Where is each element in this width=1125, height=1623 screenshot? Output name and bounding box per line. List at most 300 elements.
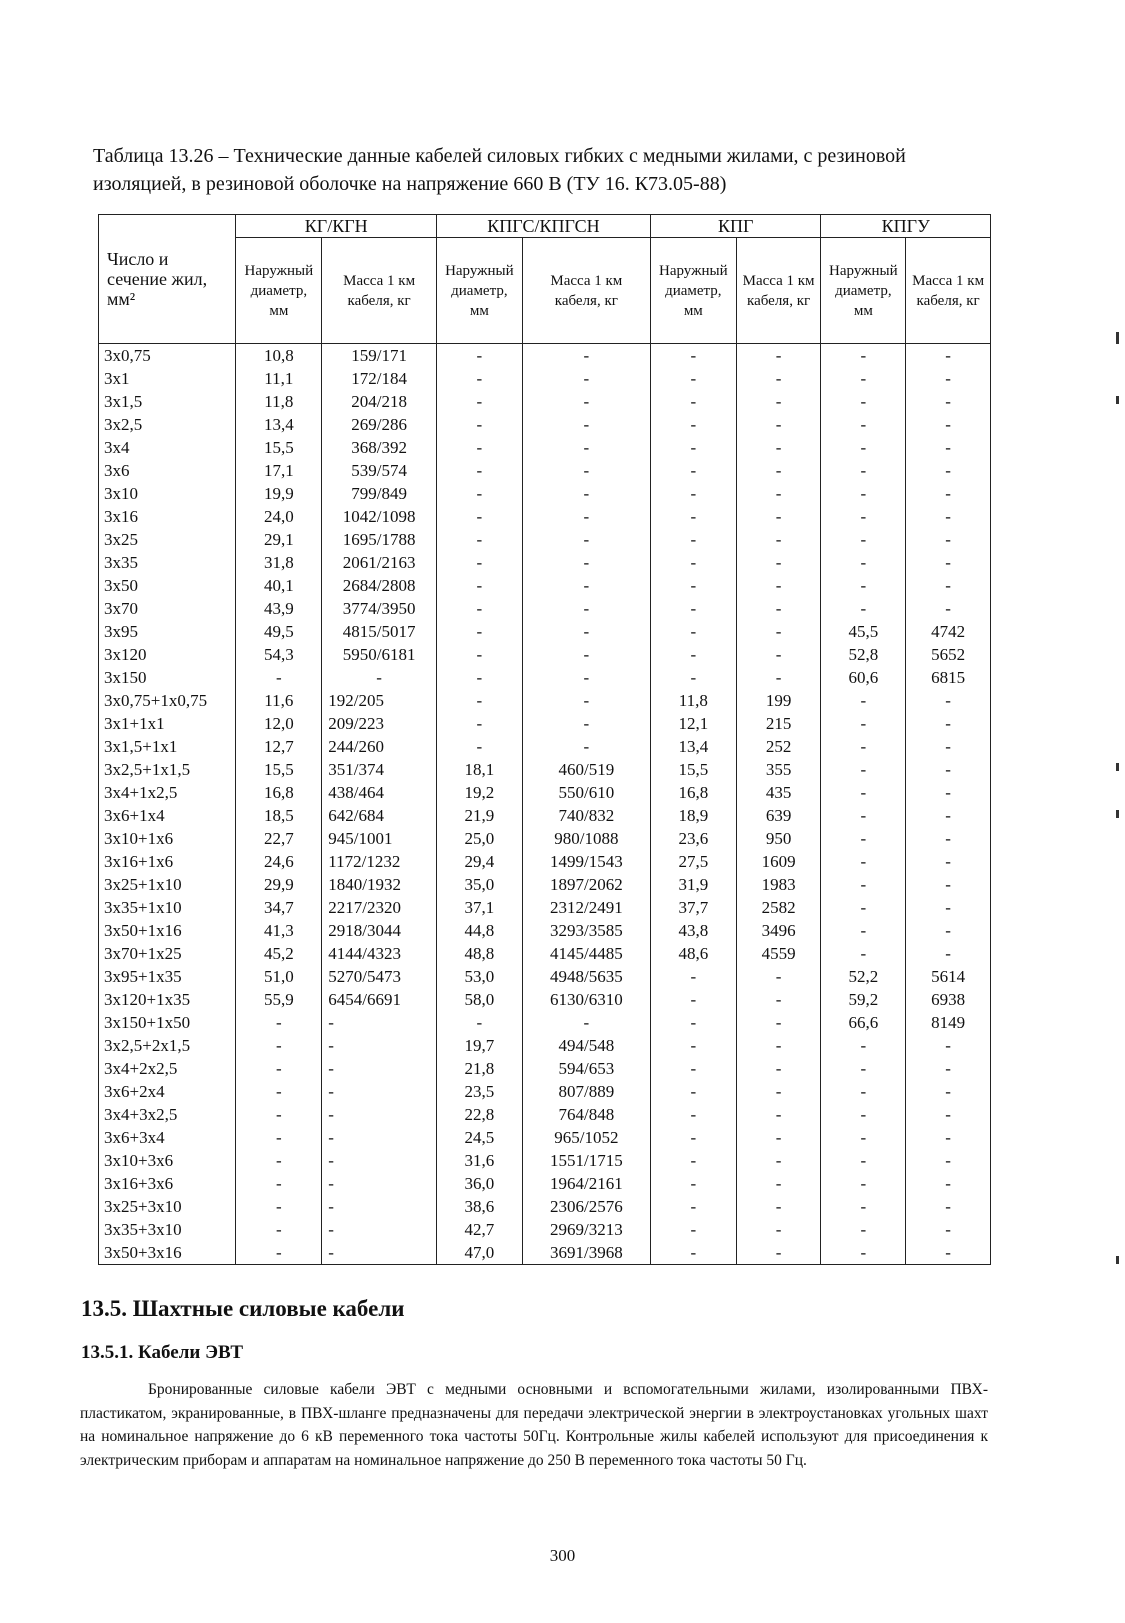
value-cell: - [736, 390, 821, 413]
table-row [99, 1195, 991, 1218]
value-cell: 37,1 [436, 896, 522, 919]
value-cell: 2684/2808 [322, 574, 437, 597]
section-cell: 3x50 [99, 574, 236, 597]
value-cell: 4145/4485 [522, 942, 650, 965]
value-cell: 950 [736, 827, 821, 850]
value-cell: - [236, 1172, 322, 1195]
value-cell: - [736, 505, 821, 528]
value-cell: - [436, 390, 522, 413]
value-cell: 435 [736, 781, 821, 804]
value-cell: 1609 [736, 850, 821, 873]
table-row [99, 1011, 991, 1034]
section-cell: 3x6+1x4 [99, 804, 236, 827]
value-cell: 494/548 [522, 1034, 650, 1057]
table-row [99, 620, 991, 643]
value-cell: - [650, 505, 736, 528]
value-cell: 5614 [906, 965, 991, 988]
value-cell: - [906, 827, 991, 850]
value-cell: - [522, 344, 650, 368]
value-cell: 34,7 [236, 896, 322, 919]
value-cell: 4948/5635 [522, 965, 650, 988]
value-cell: 15,5 [236, 758, 322, 781]
value-cell: - [821, 827, 906, 850]
value-cell: - [322, 1218, 437, 1241]
table-row [99, 505, 991, 528]
value-cell: - [650, 344, 736, 368]
value-cell: - [736, 459, 821, 482]
table-row [99, 1034, 991, 1057]
section-cell: 3x25 [99, 528, 236, 551]
value-cell: 12,7 [236, 735, 322, 758]
section-cell: 3x1+1x1 [99, 712, 236, 735]
value-cell: 19,9 [236, 482, 322, 505]
value-cell: - [736, 1103, 821, 1126]
value-cell: - [906, 1149, 991, 1172]
value-cell: 269/286 [322, 413, 437, 436]
value-cell: 35,0 [436, 873, 522, 896]
value-cell: - [436, 735, 522, 758]
value-cell: 204/218 [322, 390, 437, 413]
value-cell: - [906, 1241, 991, 1265]
value-cell: 10,8 [236, 344, 322, 368]
value-cell: - [322, 1241, 437, 1265]
value-cell: - [736, 482, 821, 505]
diameter-header: Наружный диаметр, мм [236, 238, 322, 344]
section-cell: 3x120+1x35 [99, 988, 236, 1011]
value-cell: - [736, 436, 821, 459]
section-cell: 3x50+1x16 [99, 919, 236, 942]
value-cell: - [522, 528, 650, 551]
table-caption: Таблица 13.26 – Технические данные кабелей силовых гибких с медными жилами, с резиновой изоляцией, в резиновой оболочке на напряжение 660 В (ТУ 16. К73.05-88) [93, 145, 906, 195]
section-cell: 3x6 [99, 459, 236, 482]
value-cell: 6815 [906, 666, 991, 689]
value-cell: - [736, 1034, 821, 1057]
value-cell: - [736, 1218, 821, 1241]
value-cell: - [236, 1011, 322, 1034]
value-cell: - [650, 1126, 736, 1149]
value-cell: - [436, 1011, 522, 1034]
value-cell: 31,8 [236, 551, 322, 574]
table-row [99, 781, 991, 804]
value-cell: 807/889 [522, 1080, 650, 1103]
value-cell: - [650, 459, 736, 482]
body-paragraph-text: Бронированные силовые кабели ЭВТ с медными основными и вспомогательными жилами, изолированными ПВХ-пластикатом, экранированные, в ПВХ-шланге предназначены для передачи электрической энергии в электроустановках угольных шахт на номинальное напряжение до 6 кВ переменного тока частоты 50Гц. Контрольные жилы кабелей используют для присоединения к электрическим приборам и аппаратам на номинальное напряжение до 250 В переменного тока частоты 50 Гц. [80, 1381, 988, 1469]
value-cell: - [906, 551, 991, 574]
value-cell: 53,0 [436, 965, 522, 988]
table-row [99, 1057, 991, 1080]
value-cell: - [650, 1218, 736, 1241]
value-cell: - [322, 1172, 437, 1195]
value-cell: 199 [736, 689, 821, 712]
value-cell: - [322, 1149, 437, 1172]
table-row [99, 896, 991, 919]
value-cell: 11,8 [650, 689, 736, 712]
value-cell: 965/1052 [522, 1126, 650, 1149]
value-cell: 5950/6181 [322, 643, 437, 666]
value-cell: - [522, 689, 650, 712]
value-cell: 351/374 [322, 758, 437, 781]
value-cell: - [821, 459, 906, 482]
value-cell: 550/610 [522, 781, 650, 804]
section-cell: 3x16+3x6 [99, 1172, 236, 1195]
value-cell: - [322, 1057, 437, 1080]
value-cell: - [236, 1103, 322, 1126]
value-cell: - [436, 643, 522, 666]
value-cell: - [821, 1126, 906, 1149]
scan-edge-mark [1116, 332, 1119, 344]
value-cell: 1172/1232 [322, 850, 437, 873]
table-row [99, 1103, 991, 1126]
value-cell: - [821, 1103, 906, 1126]
value-cell: 172/184 [322, 367, 437, 390]
value-cell: 18,1 [436, 758, 522, 781]
section-cell: 3x70+1x25 [99, 942, 236, 965]
value-cell: 51,0 [236, 965, 322, 988]
value-cell: 2918/3044 [322, 919, 437, 942]
value-cell: 48,8 [436, 942, 522, 965]
value-cell: - [821, 1195, 906, 1218]
value-cell: - [736, 1057, 821, 1080]
value-cell: 15,5 [236, 436, 322, 459]
value-cell: - [322, 1103, 437, 1126]
table-row [99, 1126, 991, 1149]
value-cell: - [906, 896, 991, 919]
value-cell: - [736, 551, 821, 574]
value-cell: 4815/5017 [322, 620, 437, 643]
value-cell: 42,7 [436, 1218, 522, 1241]
section-cell: 3x120 [99, 643, 236, 666]
value-cell: 2582 [736, 896, 821, 919]
value-cell: - [736, 620, 821, 643]
value-cell: - [736, 413, 821, 436]
value-cell: - [821, 390, 906, 413]
mass-header: Масса 1 км кабеля, кг [522, 238, 650, 344]
value-cell: 4742 [906, 620, 991, 643]
value-cell: - [821, 735, 906, 758]
value-cell: - [736, 965, 821, 988]
table-row [99, 850, 991, 873]
value-cell: 1897/2062 [522, 873, 650, 896]
value-cell: 40,1 [236, 574, 322, 597]
table-row [99, 666, 991, 689]
value-cell: - [821, 1218, 906, 1241]
value-cell: 13,4 [650, 735, 736, 758]
value-cell: 29,1 [236, 528, 322, 551]
table-row [99, 1218, 991, 1241]
value-cell: - [322, 1011, 437, 1034]
value-cell: - [236, 1218, 322, 1241]
value-cell: - [322, 1080, 437, 1103]
value-cell: 23,6 [650, 827, 736, 850]
value-cell: 19,2 [436, 781, 522, 804]
value-cell: - [821, 1034, 906, 1057]
value-cell: 1042/1098 [322, 505, 437, 528]
section-cell: 3x10 [99, 482, 236, 505]
section-cell: 3x35 [99, 551, 236, 574]
value-cell: - [821, 1057, 906, 1080]
value-cell: - [650, 965, 736, 988]
value-cell: 8149 [906, 1011, 991, 1034]
section-cell: 3x4+3x2,5 [99, 1103, 236, 1126]
value-cell: 25,0 [436, 827, 522, 850]
value-cell: - [906, 1057, 991, 1080]
value-cell: 24,5 [436, 1126, 522, 1149]
value-cell: 29,4 [436, 850, 522, 873]
value-cell: - [650, 988, 736, 1011]
value-cell: - [436, 344, 522, 368]
table-row [99, 988, 991, 1011]
table-row [99, 689, 991, 712]
value-cell: - [906, 1195, 991, 1218]
section-cell: 3x50+3x16 [99, 1241, 236, 1265]
value-cell: - [821, 413, 906, 436]
value-cell: - [436, 620, 522, 643]
value-cell: 52,2 [821, 965, 906, 988]
value-cell: - [906, 505, 991, 528]
value-cell: 6130/6310 [522, 988, 650, 1011]
value-cell: - [906, 528, 991, 551]
value-cell: 594/653 [522, 1057, 650, 1080]
diameter-header: Наружный диаметр, мм [436, 238, 522, 344]
value-cell: - [736, 597, 821, 620]
value-cell: - [906, 1218, 991, 1241]
value-cell: 37,7 [650, 896, 736, 919]
table-row [99, 643, 991, 666]
value-cell: 539/574 [322, 459, 437, 482]
value-cell: - [821, 551, 906, 574]
value-cell: - [906, 919, 991, 942]
value-cell: - [650, 1057, 736, 1080]
value-cell: 41,3 [236, 919, 322, 942]
value-cell: - [821, 1241, 906, 1265]
value-cell: - [906, 781, 991, 804]
value-cell: - [906, 1172, 991, 1195]
body-paragraph [80, 1378, 988, 1472]
section-cell: 3x10+1x6 [99, 827, 236, 850]
value-cell: 980/1088 [522, 827, 650, 850]
value-cell: - [436, 436, 522, 459]
table-row [99, 804, 991, 827]
value-cell: - [436, 551, 522, 574]
value-cell: - [650, 528, 736, 551]
value-cell: - [906, 758, 991, 781]
value-cell: - [821, 1080, 906, 1103]
value-cell: - [906, 712, 991, 735]
table-row [99, 436, 991, 459]
value-cell: 5270/5473 [322, 965, 437, 988]
value-cell: 1499/1543 [522, 850, 650, 873]
cable-data-table [98, 214, 991, 1265]
value-cell: 45,2 [236, 942, 322, 965]
group-header-kpg: КПГ [650, 215, 821, 238]
value-cell: - [736, 1126, 821, 1149]
section-cell: 3x25+3x10 [99, 1195, 236, 1218]
value-cell: 215 [736, 712, 821, 735]
value-cell: 639 [736, 804, 821, 827]
value-cell: - [821, 850, 906, 873]
value-cell: 16,8 [236, 781, 322, 804]
value-cell: - [236, 1080, 322, 1103]
value-cell: - [522, 459, 650, 482]
value-cell: - [236, 1034, 322, 1057]
value-cell: - [436, 574, 522, 597]
value-cell: 31,9 [650, 873, 736, 896]
value-cell: - [236, 1126, 322, 1149]
value-cell: 38,6 [436, 1195, 522, 1218]
table-row [99, 413, 991, 436]
value-cell: - [736, 1149, 821, 1172]
value-cell: - [650, 643, 736, 666]
value-cell: - [650, 367, 736, 390]
table-row [99, 827, 991, 850]
value-cell: - [522, 390, 650, 413]
value-cell: 21,8 [436, 1057, 522, 1080]
value-cell: 159/171 [322, 344, 437, 368]
value-cell: - [736, 528, 821, 551]
value-cell: 21,9 [436, 804, 522, 827]
value-cell: 15,5 [650, 758, 736, 781]
value-cell: - [821, 574, 906, 597]
value-cell: - [522, 367, 650, 390]
table-row [99, 712, 991, 735]
table-row [99, 390, 991, 413]
value-cell: 11,6 [236, 689, 322, 712]
scan-edge-mark [1116, 396, 1119, 404]
value-cell: - [906, 804, 991, 827]
value-cell: - [736, 367, 821, 390]
value-cell: - [522, 505, 650, 528]
value-cell: 2969/3213 [522, 1218, 650, 1241]
scan-edge-mark [1116, 1256, 1119, 1264]
value-cell: - [821, 758, 906, 781]
value-cell: 27,5 [650, 850, 736, 873]
table-row [99, 551, 991, 574]
section-cell: 3x70 [99, 597, 236, 620]
section-cell: 3x16 [99, 505, 236, 528]
value-cell: 355 [736, 758, 821, 781]
value-cell: 44,8 [436, 919, 522, 942]
value-cell: - [522, 574, 650, 597]
value-cell: - [436, 413, 522, 436]
value-cell: - [906, 574, 991, 597]
value-cell: 4559 [736, 942, 821, 965]
table-row [99, 597, 991, 620]
value-cell: - [322, 1034, 437, 1057]
value-cell: - [906, 1034, 991, 1057]
value-cell: 3293/3585 [522, 919, 650, 942]
value-cell: - [322, 1126, 437, 1149]
value-cell: 2312/2491 [522, 896, 650, 919]
value-cell: 209/223 [322, 712, 437, 735]
value-cell: 54,3 [236, 643, 322, 666]
value-cell: - [436, 528, 522, 551]
section-cell: 3x6+2x4 [99, 1080, 236, 1103]
value-cell: 438/464 [322, 781, 437, 804]
value-cell: - [236, 1195, 322, 1218]
section-cell: 3x1 [99, 367, 236, 390]
value-cell: 1551/1715 [522, 1149, 650, 1172]
value-cell: - [650, 390, 736, 413]
page-number: 300 [549, 1546, 576, 1565]
value-cell: - [821, 1149, 906, 1172]
value-cell: - [736, 1241, 821, 1265]
value-cell: - [821, 1172, 906, 1195]
value-cell: - [522, 551, 650, 574]
value-cell: 12,0 [236, 712, 322, 735]
value-cell: - [522, 1011, 650, 1034]
value-cell: - [650, 597, 736, 620]
value-cell: 47,0 [436, 1241, 522, 1265]
section-cell: 3x35+3x10 [99, 1218, 236, 1241]
value-cell: - [821, 804, 906, 827]
value-cell: - [821, 344, 906, 368]
value-cell: - [906, 344, 991, 368]
value-cell: 43,8 [650, 919, 736, 942]
value-cell: 3691/3968 [522, 1241, 650, 1265]
value-cell: - [436, 505, 522, 528]
value-cell: - [650, 666, 736, 689]
value-cell: - [821, 367, 906, 390]
section-cell: 3x25+1x10 [99, 873, 236, 896]
table-body [99, 344, 991, 1265]
value-cell: - [821, 712, 906, 735]
value-cell: 48,6 [650, 942, 736, 965]
value-cell: 11,8 [236, 390, 322, 413]
value-cell: 2061/2163 [322, 551, 437, 574]
value-cell: 368/392 [322, 436, 437, 459]
value-cell: - [906, 942, 991, 965]
value-cell: - [522, 482, 650, 505]
value-cell: 740/832 [522, 804, 650, 827]
value-cell: 192/205 [322, 689, 437, 712]
value-cell: - [736, 574, 821, 597]
value-cell: - [522, 620, 650, 643]
section-cell: 3x10+3x6 [99, 1149, 236, 1172]
value-cell: - [650, 551, 736, 574]
value-cell: 18,5 [236, 804, 322, 827]
value-cell: - [906, 459, 991, 482]
section-cell: 3x95+1x35 [99, 965, 236, 988]
group-header-kpgu: КПГУ [821, 215, 991, 238]
value-cell: 43,9 [236, 597, 322, 620]
value-cell: 17,1 [236, 459, 322, 482]
value-cell: 11,1 [236, 367, 322, 390]
value-cell: - [821, 505, 906, 528]
group-header-row [99, 215, 991, 238]
value-cell: - [650, 413, 736, 436]
value-cell: - [522, 712, 650, 735]
value-cell: - [736, 1011, 821, 1034]
value-cell: - [906, 390, 991, 413]
value-cell: - [906, 850, 991, 873]
section-cell: 3x0,75 [99, 344, 236, 368]
value-cell: - [236, 666, 322, 689]
value-cell: 799/849 [322, 482, 437, 505]
value-cell: - [906, 367, 991, 390]
value-cell: - [650, 1149, 736, 1172]
value-cell: - [821, 482, 906, 505]
section-cell: 3x0,75+1x0,75 [99, 689, 236, 712]
table-row [99, 1149, 991, 1172]
table-row [99, 367, 991, 390]
diameter-header: Наружный диаметр, мм [821, 238, 906, 344]
section-cell: 3x16+1x6 [99, 850, 236, 873]
value-cell: 55,9 [236, 988, 322, 1011]
value-cell: 13,4 [236, 413, 322, 436]
value-cell: 52,8 [821, 643, 906, 666]
table-row [99, 574, 991, 597]
value-cell: - [906, 482, 991, 505]
